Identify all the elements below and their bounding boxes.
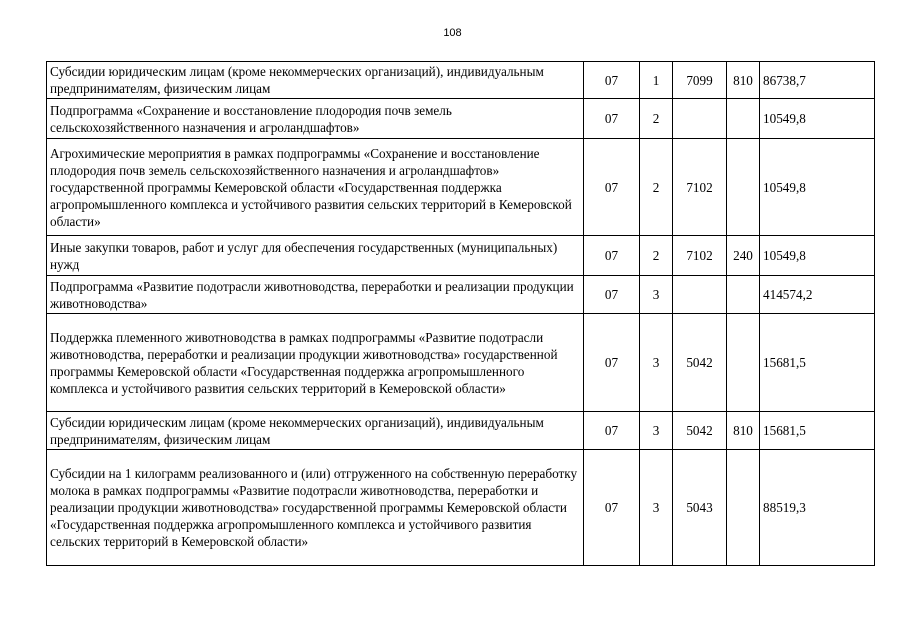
row-name: Подпрограмма «Развитие подотрасли животноводства, переработки и реализации продукции животноводства» — [47, 276, 584, 314]
row-subsection: 3 — [640, 450, 673, 566]
table-row — [47, 412, 875, 450]
row-name: Агрохимические мероприятия в рамках подпрограммы «Сохранение и восстановление плодородия почв земель сельскохозяйственного назначения и агроландшафтов» государственной программы Кемеровской области «Государственная поддержка агропромышленного комплекса и устойчивого развития сельских территорий в Кемеровской области» — [47, 139, 584, 236]
table-row — [47, 450, 875, 566]
row-subsection: 3 — [640, 276, 673, 314]
row-name: Субсидии юридическим лицам (кроме некоммерческих организаций), индивидуальным предпринимателям, физическим лицам — [47, 412, 584, 450]
row-name: Субсидии на 1 килограмм реализованного и (или) отгруженного на собственную переработку молока в рамках подпрограммы «Развитие подотрасли животноводства, переработки и реализации продукции животноводства» государственной программы Кемеровской области «Государственная поддержка агропромышленного комплекса и устойчивого развития сельских территорий в Кемеровской области» — [47, 450, 584, 566]
table-row — [47, 236, 875, 276]
table-row — [47, 139, 875, 236]
row-subsection: 3 — [640, 314, 673, 412]
table-row — [47, 62, 875, 99]
row-amount: 88519,3 — [760, 450, 875, 566]
row-section: 07 — [584, 236, 640, 276]
row-target-code: 7102 — [673, 139, 727, 236]
row-expense-type — [727, 276, 760, 314]
row-expense-type — [727, 450, 760, 566]
row-subsection: 2 — [640, 139, 673, 236]
row-section: 07 — [584, 276, 640, 314]
row-section: 07 — [584, 99, 640, 139]
row-subsection: 3 — [640, 412, 673, 450]
row-amount: 86738,7 — [760, 62, 875, 99]
row-amount: 15681,5 — [760, 314, 875, 412]
row-amount: 10549,8 — [760, 139, 875, 236]
row-target-code: 5042 — [673, 412, 727, 450]
row-expense-type: 240 — [727, 236, 760, 276]
row-section: 07 — [584, 450, 640, 566]
row-name: Подпрограмма «Сохранение и восстановление плодородия почв земель сельскохозяйственного назначения и агроландшафтов» — [47, 99, 584, 139]
row-amount: 10549,8 — [760, 236, 875, 276]
row-section: 07 — [584, 139, 640, 236]
row-target-code: 5042 — [673, 314, 727, 412]
row-expense-type — [727, 139, 760, 236]
page-number: 108 — [443, 27, 462, 39]
row-target-code — [673, 99, 727, 139]
row-section: 07 — [584, 62, 640, 99]
row-expense-type — [727, 314, 760, 412]
row-section: 07 — [584, 412, 640, 450]
row-subsection: 2 — [640, 99, 673, 139]
row-amount: 15681,5 — [760, 412, 875, 450]
row-target-code: 7102 — [673, 236, 727, 276]
row-target-code: 7099 — [673, 62, 727, 99]
row-expense-type — [727, 99, 760, 139]
row-expense-type: 810 — [727, 62, 760, 99]
row-name: Поддержка племенного животноводства в рамках подпрограммы «Развитие подотрасли животноводства, переработки и реализации продукции животноводства» государственной программы Кемеровской области «Государственная поддержка агропромышленного комплекса и устойчивого развития сельских территорий в Кемеровской области» — [47, 314, 584, 412]
table-row — [47, 314, 875, 412]
row-amount: 414574,2 — [760, 276, 875, 314]
row-target-code — [673, 276, 727, 314]
budget-table — [46, 61, 875, 566]
row-name: Иные закупки товаров, работ и услуг для обеспечения государственных (муниципальных) нужд — [47, 236, 584, 276]
row-target-code: 5043 — [673, 450, 727, 566]
table-row — [47, 276, 875, 314]
row-name: Субсидии юридическим лицам (кроме некоммерческих организаций), индивидуальным предпринимателям, физическим лицам — [47, 62, 584, 99]
row-subsection: 1 — [640, 62, 673, 99]
table-row — [47, 99, 875, 139]
row-expense-type: 810 — [727, 412, 760, 450]
row-section: 07 — [584, 314, 640, 412]
row-amount: 10549,8 — [760, 99, 875, 139]
row-subsection: 2 — [640, 236, 673, 276]
